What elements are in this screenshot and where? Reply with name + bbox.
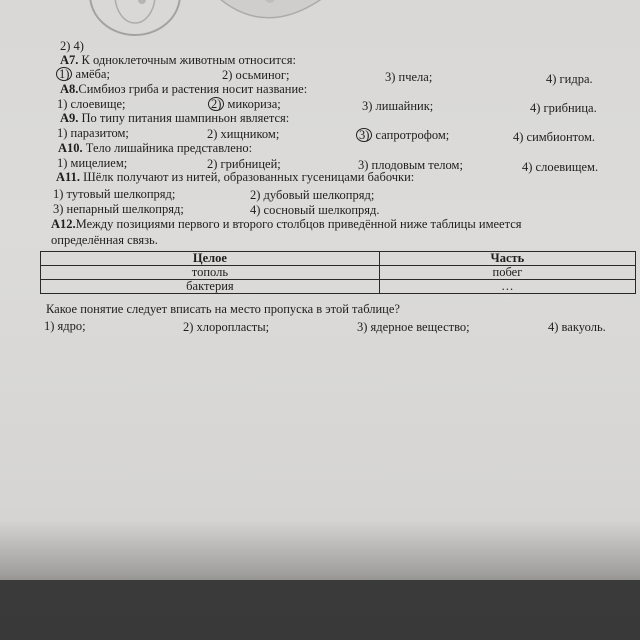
header-part: Часть bbox=[379, 252, 635, 266]
question-text: Шёлк получают из нитей, образованных гусеницами бабочки: bbox=[79, 170, 415, 184]
answer-a7-2: 2) осьминог; bbox=[222, 68, 290, 82]
question-a11 bbox=[56, 170, 414, 184]
answer-text: амёба; bbox=[72, 67, 110, 81]
question-a10 bbox=[58, 141, 252, 155]
answer-a11-2: 2) дубовый шелкопряд; bbox=[250, 188, 375, 202]
answer-a8-4: 4) грибница. bbox=[530, 101, 597, 115]
header-whole: Целое bbox=[41, 252, 380, 266]
table-row bbox=[41, 266, 636, 280]
question-a12 bbox=[51, 217, 522, 231]
question-text: К одноклеточным животным относится: bbox=[78, 53, 296, 67]
question-number: А10. bbox=[58, 141, 83, 155]
question-a12-continued: определённая связь. bbox=[51, 233, 158, 247]
whole-part-table bbox=[40, 251, 636, 294]
question-number: А7. bbox=[60, 53, 79, 67]
answer-a7-4: 4) гидра. bbox=[546, 72, 593, 86]
question-text: Между позициями первого и второго столбцов приведённой ниже таблицы имеется bbox=[75, 217, 522, 231]
question-number: А9. bbox=[60, 111, 79, 125]
question-number: А8. bbox=[60, 82, 79, 96]
answer-a11-3: 3) непарный шелкопряд; bbox=[53, 202, 184, 216]
answer-a8-3: 3) лишайник; bbox=[362, 99, 434, 113]
answer-a9-4: 4) симбионтом. bbox=[513, 130, 596, 144]
answer-a10-1: 1) мицелием; bbox=[57, 156, 128, 170]
page-shadow bbox=[0, 520, 640, 640]
answer-a10-2: 2) грибницей; bbox=[207, 157, 281, 171]
question-a7 bbox=[60, 53, 296, 67]
question-number: А11. bbox=[56, 170, 80, 184]
question-a12-ask: Какое понятие следует вписать на место пропуска в этой таблице? bbox=[46, 302, 400, 316]
answer-text: микориза; bbox=[224, 97, 281, 111]
answer-a10-3: 3) плодовым телом; bbox=[358, 158, 463, 172]
answer-a7-1 bbox=[56, 67, 110, 81]
question-text: Тело лишайника представлено: bbox=[82, 141, 253, 155]
answer-circle-mark: 3) bbox=[356, 128, 372, 142]
answer-a11-1: 1) тутовый шелкопряд; bbox=[53, 187, 176, 201]
question-text: Симбиоз гриба и растения носит название: bbox=[78, 82, 308, 96]
answer-a10-4: 4) слоевищем. bbox=[522, 160, 599, 174]
cell-whole: тополь bbox=[41, 266, 380, 280]
answer-circle-mark: 1) bbox=[56, 67, 72, 81]
prev-answers: 2) 4) bbox=[60, 39, 84, 53]
answer-a9-1: 1) паразитом; bbox=[57, 126, 129, 140]
cell-illustration bbox=[80, 0, 190, 40]
answer-a12-4: 4) вакуоль. bbox=[548, 320, 606, 334]
answer-circle-mark: 2) bbox=[208, 97, 224, 111]
table-row bbox=[41, 280, 636, 294]
paramecium-illustration bbox=[200, 0, 330, 40]
question-a9 bbox=[60, 111, 289, 125]
answer-a12-1: 1) ядро; bbox=[44, 319, 86, 333]
table-header-row bbox=[41, 252, 636, 266]
question-a8 bbox=[60, 82, 307, 96]
cell-whole: бактерия bbox=[41, 280, 380, 294]
answer-a11-4: 4) сосновый шелкопряд. bbox=[250, 203, 380, 217]
answer-a7-3: 3) пчела; bbox=[385, 70, 433, 84]
answer-text: сапротрофом; bbox=[372, 128, 450, 142]
question-text: По типу питания шампиньон является: bbox=[78, 111, 290, 125]
answer-a8-1: 1) слоевище; bbox=[57, 97, 126, 111]
answer-a9-2: 2) хищником; bbox=[207, 127, 280, 141]
answer-a12-3: 3) ядерное вещество; bbox=[357, 320, 470, 334]
cell-part: побег bbox=[379, 266, 635, 280]
question-number: А12. bbox=[51, 217, 76, 231]
answer-a9-3 bbox=[356, 128, 449, 142]
cell-part: … bbox=[379, 280, 635, 294]
answer-a12-2: 2) хлоропласты; bbox=[183, 320, 270, 334]
answer-a8-2 bbox=[208, 97, 281, 111]
